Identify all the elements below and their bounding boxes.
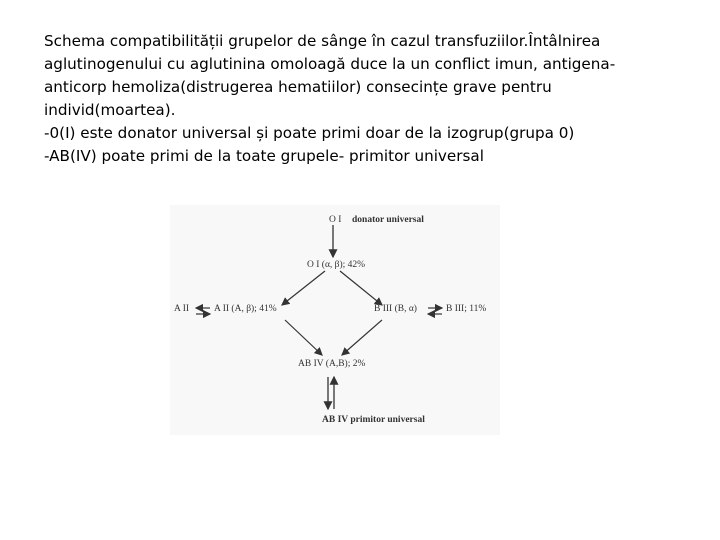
paragraph-line: aglutinogenului cu aglutinina omoloagă duce la un conflict imun, antigena- [44,55,616,73]
edge-top-right [340,271,382,305]
label-right-outer: B III; 11% [446,304,487,314]
bullet-donor: -0(I) este donator universal și poate primi doar de la izogrup(grupa 0) [44,124,575,142]
label-bottom: AB IV primitor universal [322,415,425,425]
label-left-inner: A II (A, β); 41% [214,304,277,314]
label-center-top: O I (α, β); 42% [307,260,366,270]
label-left-outer: A II [174,304,190,314]
slide-text [44,30,684,168]
label-top-role: donator universal [352,215,424,225]
label-center-bottom: AB IV (A,B); 2% [298,359,366,369]
bullet-recipient: -AB(IV) poate primi de la toate grupele- primitor universal [44,147,484,165]
edge-left-bottom [285,320,322,355]
paragraph-line: individ(moartea). [44,101,176,119]
edge-top-left [282,271,325,305]
blood-compatibility-diagram [170,205,500,435]
label-top-group: O I [329,215,342,225]
paragraph-line: Schema compatibilității grupelor de sânge în cazul transfuziilor.Întâlnirea [44,32,601,50]
edge-right-bottom [342,320,382,355]
label-right-inner: B III (B, α) [374,304,417,314]
paragraph-line: anticorp hemoliza(distrugerea hematiilor) consecințe grave pentru [44,78,552,96]
diagram-arrows [170,205,500,435]
